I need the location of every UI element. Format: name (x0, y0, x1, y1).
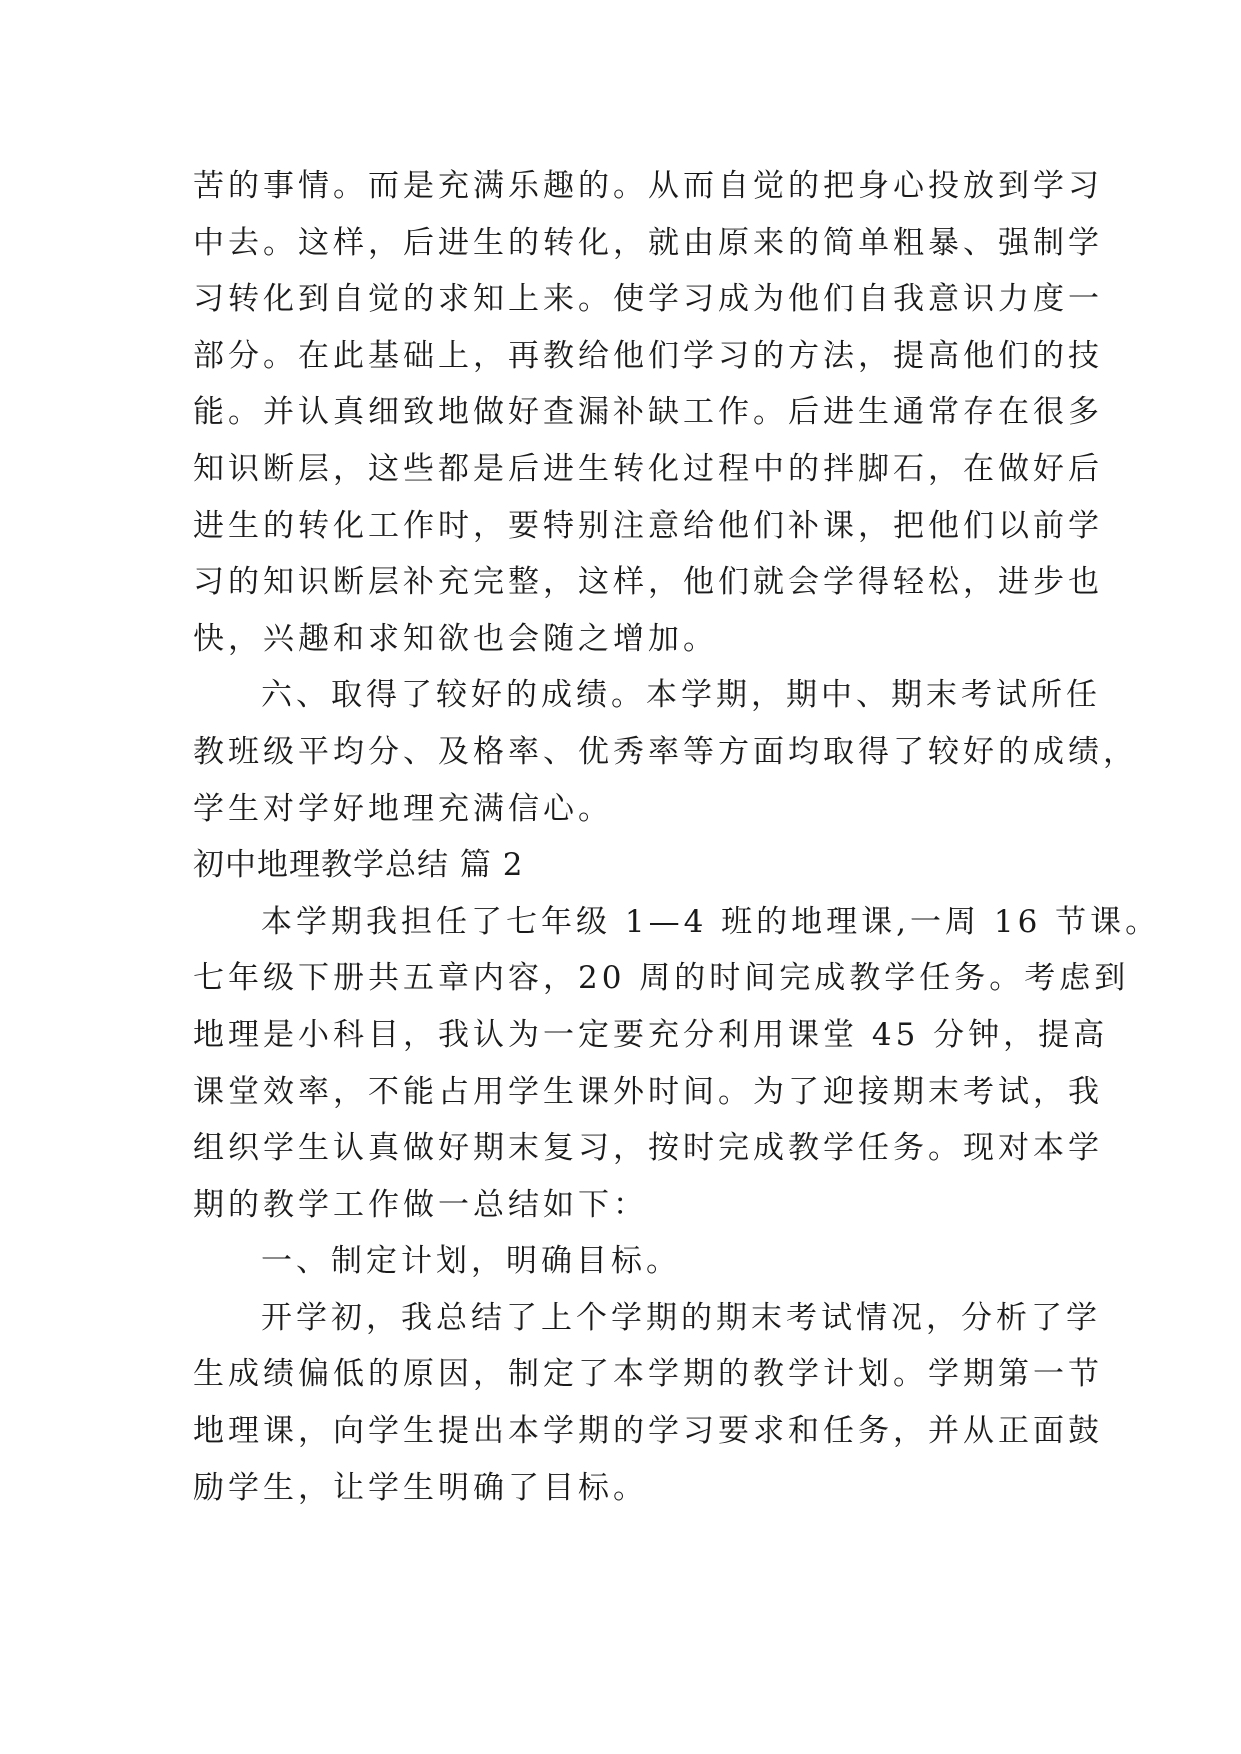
text-line: 进生的转化工作时，要特别注意给他们补课，把他们以前学 (193, 507, 1103, 544)
text-line: 课堂效率，不能占用学生课外时间。为了迎接期末考试，我 (193, 1073, 1103, 1110)
text-line: 学生对学好地理充满信心。 (193, 790, 613, 827)
section-heading: 初中地理教学总结 篇 2 (193, 847, 524, 884)
paragraph-first-line: 六、取得了较好的成绩。本学期，期中、期末考试所任 (261, 677, 1101, 714)
text-line: 七年级下册共五章内容，20 周的时间完成教学任务。考虑到 (193, 960, 1130, 997)
text-line: 生成绩偏低的原因，制定了本学期的教学计划。学期第一节 (193, 1356, 1103, 1393)
paragraph-first-line: 开学初，我总结了上个学期的期末考试情况，分析了学 (261, 1299, 1101, 1336)
text-line: 苦的事情。而是充满乐趣的。从而自觉的把身心投放到学习 (193, 168, 1103, 204)
text-line: 期的教学工作做一总结如下： (193, 1186, 648, 1223)
text-line: 部分。在此基础上，再教给他们学习的方法，提高他们的技 (193, 337, 1103, 374)
subsection-heading: 一、制定计划，明确目标。 (261, 1243, 681, 1280)
text-line: 习转化到自觉的求知上来。使学习成为他们自我意识力度一 (193, 281, 1103, 318)
text-line: 励学生，让学生明确了目标。 (193, 1469, 648, 1506)
text-line: 中去。这样，后进生的转化，就由原来的简单粗暴、强制学 (193, 224, 1103, 261)
document-body (193, 158, 1161, 1516)
text-line: 快，兴趣和求知欲也会随之增加。 (193, 620, 718, 657)
text-line: 教班级平均分、及格率、优秀率等方面均取得了较好的成绩， (193, 733, 1138, 770)
text-line: 组织学生认真做好期末复习，按时完成教学任务。现对本学 (193, 1130, 1103, 1167)
paragraph-first-line: 本学期我担任了七年级 1—4 班的地理课,一周 16 节课。 (261, 903, 1161, 940)
text-line: 地理课，向学生提出本学期的学习要求和任务，并从正面鼓 (193, 1413, 1103, 1450)
text-line: 知识断层，这些都是后进生转化过程中的拌脚石，在做好后 (193, 450, 1103, 487)
text-line: 能。并认真细致地做好查漏补缺工作。后进生通常存在很多 (193, 394, 1103, 431)
text-line: 地理是小科目，我认为一定要充分利用课堂 45 分钟，提高 (193, 1016, 1109, 1053)
text-line: 习的知识断层补充完整，这样，他们就会学得轻松，进步也 (193, 564, 1103, 601)
